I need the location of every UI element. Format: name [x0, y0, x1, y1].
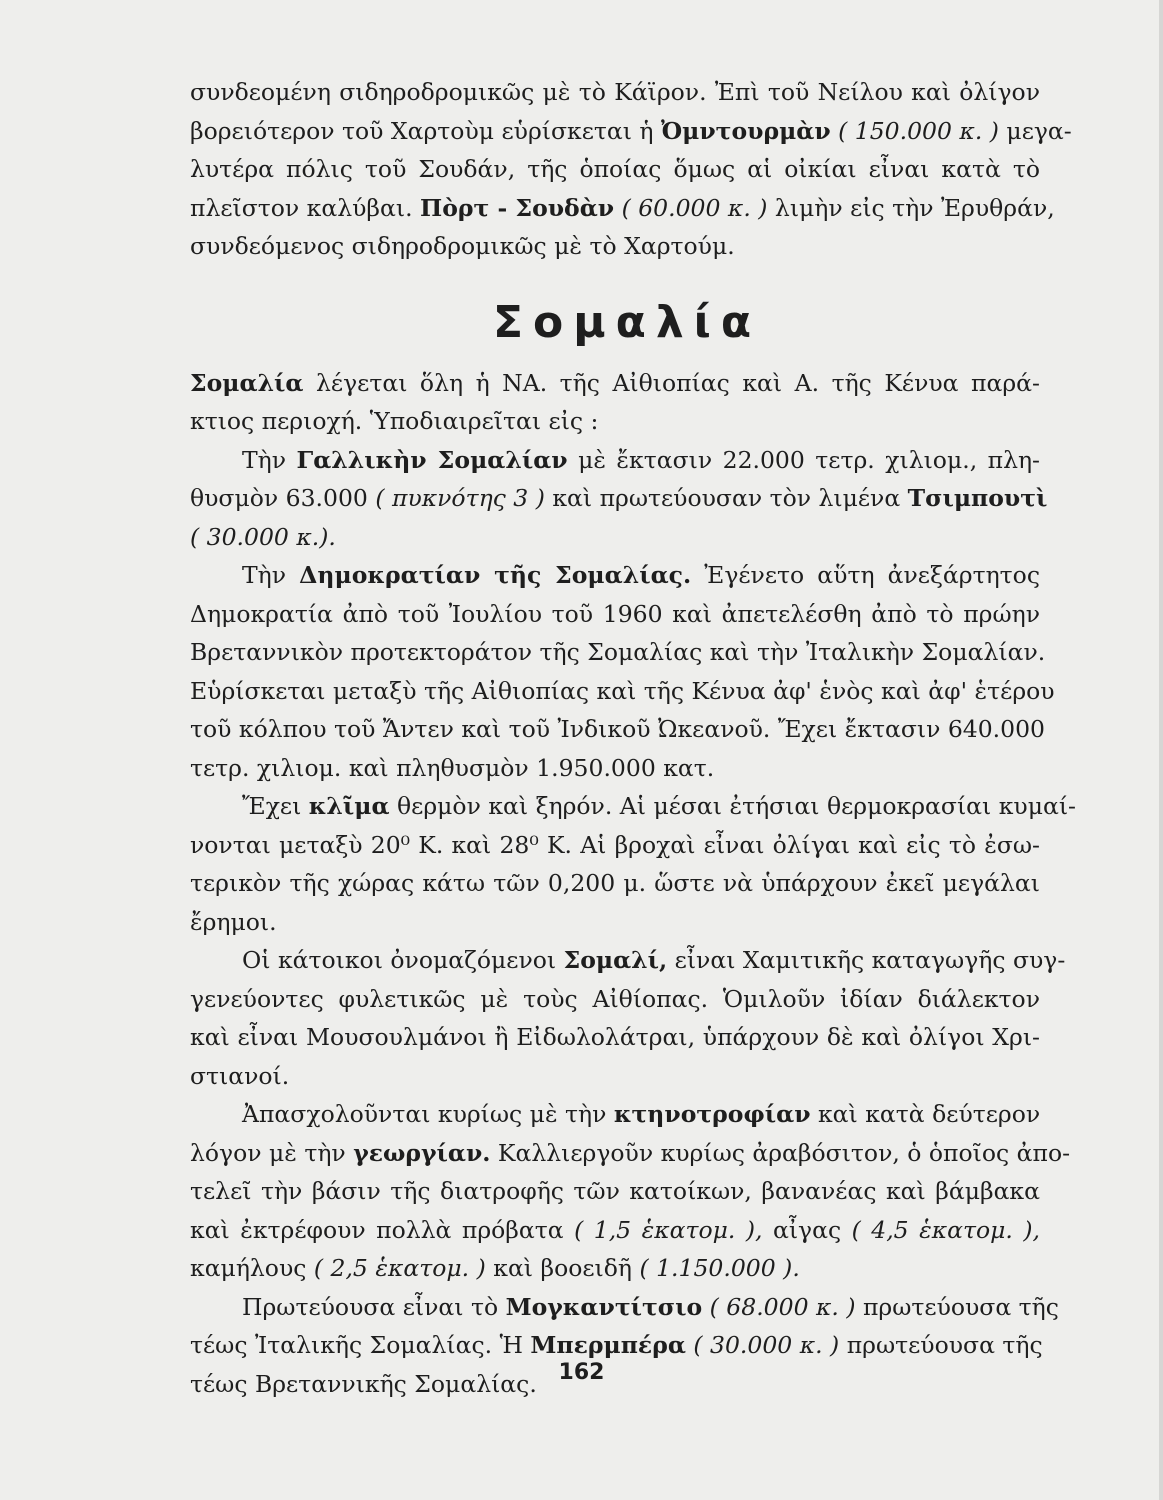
text-line: Δημοκρατία ἀπὸ τοῦ Ἰουλίου τοῦ 1960 καὶ ἀπετελέσθη ἀπὸ τὸ πρώην: [190, 599, 1040, 628]
text-line: Πρωτεύουσα εἶναι τὸ Μογκαντίτσιο ( 68.000 κ. ) πρωτεύουσα τῆς: [242, 1292, 1059, 1321]
text-line: καὶ ἐκτρέφουν πολλὰ πρόβατα ( 1,5 ἑκατομ. ), αἶγας ( 4,5 ἑκατομ. ),: [190, 1215, 1040, 1244]
text-line: τερικὸν τῆς χώρας κάτω τῶν 0,200 μ. ὥστε νὰ ὑπάρχουν ἐκεῖ μεγάλαι: [190, 869, 1040, 897]
text-line: ( 30.000 κ.).: [190, 522, 336, 551]
text-line: γενεύοντες φυλετικῶς μὲ τοὺς Αἰθίοπας. Ὁμιλοῦν ἰδίαν διάλεκτον: [190, 984, 1040, 1013]
text-line: συνδεόμενος σιδηροδρομικῶς μὲ τὸ Χαρτούμ.: [190, 232, 735, 260]
page-edge-shadow: [1159, 0, 1163, 1500]
text-line: καὶ εἶναι Μουσουλμάνοι ἢ Εἰδωλολάτραι, ὑπάρχουν δὲ καὶ ὀλίγοι Χρι-: [190, 1023, 1040, 1051]
text-line: συνδεομένη σιδηροδρομικῶς μὲ τὸ Κάϊρον. Ἐπὶ τοῦ Νείλου καὶ ὀλίγον: [190, 78, 1040, 106]
text-line: λυτέρα πόλις τοῦ Σουδάν, τῆς ὁποίας ὅμως αἱ οἰκίαι εἶναι κατὰ τὸ: [190, 155, 1040, 183]
text-line: στιανοί.: [190, 1061, 290, 1090]
text-line: τελεῖ τὴν βάσιν τῆς διατροφῆς τῶν κατοίκων, βανανέας καὶ βάμβακα: [190, 1177, 1040, 1205]
place-name: Ὀμντουρμὰν: [660, 116, 831, 145]
text-line: καμήλους ( 2,5 ἑκατομ. ) καὶ βοοειδῆ ( 1.150.000 ).: [190, 1254, 800, 1282]
text-line: λόγον μὲ τὴν γεωργίαν. Καλλιεργοῦν κυρίως ἀραβόσιτον, ὁ ὁποῖος ἀπο-: [190, 1138, 1071, 1167]
text-line: ἔρημοι.: [190, 907, 277, 936]
text-line: νονται μεταξὺ 20⁰ Κ. καὶ 28⁰ Κ. Αἱ βροχαὶ εἶναι ὀλίγαι καὶ εἰς τὸ ἐσω-: [190, 830, 1040, 859]
text-line: Τὴν Δημοκρατίαν τῆς Σομαλίας. Ἐγένετο αὕτη ἀνεξάρτητος: [242, 561, 1040, 589]
text-line: πλεῖστον καλύβαι. Πὸρτ - Σουδὰν ( 60.000 κ. ) λιμὴν εἰς τὴν Ἐρυθράν,: [190, 193, 1055, 222]
text-line: τετρ. χιλιομ. καὶ πληθυσμὸν 1.950.000 κατ.: [190, 753, 715, 782]
section-heading: Σομαλία: [492, 296, 762, 348]
text-line: βορειότερον τοῦ Χαρτοὺμ εὑρίσκεται ἡ Ὀμντουρμὰν ( 150.000 κ. ) μεγα-: [190, 116, 1072, 145]
text-line: Τὴν Γαλλικὴν Σομαλίαν μὲ ἔκτασιν 22.000 τετρ. χιλιομ., πλη-: [242, 445, 1040, 474]
text-line: θυσμὸν 63.000 ( πυκνότης 3 ) καὶ πρωτεύουσαν τὸν λιμένα Τσιμπουτὶ: [190, 484, 1048, 512]
text-line: τέως Βρεταννικῆς Σομαλίας.: [190, 1369, 537, 1398]
text-line: τέως Ἰταλικῆς Σομαλίας. Ἡ Μπερμπέρα ( 30.000 κ. ) πρωτεύουσα τῆς: [190, 1331, 1043, 1359]
body-text: [190, 73, 1076, 1403]
text-line: τοῦ κόλπου τοῦ Ἄντεν καὶ τοῦ Ἰνδικοῦ Ὠκεανοῦ. Ἔχει ἔκτασιν 640.000: [190, 715, 1046, 743]
page-number: 162: [558, 1360, 605, 1385]
text-line: Σομαλία λέγεται ὅλη ἡ ΝΑ. τῆς Αἰθιοπίας καὶ Α. τῆς Κένυα παρά-: [190, 368, 1040, 397]
text-line: Ἀπασχολοῦνται κυρίως μὲ τὴν κτηνοτροφίαν καὶ κατὰ δεύτερον: [242, 1100, 1041, 1128]
text-line: Οἱ κάτοικοι ὀνομαζόμενοι Σομαλί, εἶναι Χαμιτικῆς καταγωγῆς συγ-: [242, 946, 1066, 974]
place-name: Πὸρτ - Σουδὰν: [420, 193, 615, 222]
text-line: Ἔχει κλῖμα θερμὸν καὶ ξηρόν. Αἱ μέσαι ἐτήσιαι θερμοκρασίαι κυμαί-: [242, 792, 1076, 820]
text-line: κτιος περιοχή. Ὑποδιαιρεῖται εἰς :: [190, 407, 599, 435]
text-line: Βρεταννικὸν προτεκτοράτον τῆς Σομαλίας καὶ τὴν Ἰταλικὴν Σομαλίαν.: [190, 638, 1046, 666]
text-line: Εὑρίσκεται μεταξὺ τῆς Αἰθιοπίας καὶ τῆς Κένυα ἀφ' ἑνὸς καὶ ἀφ' ἑτέρου: [190, 676, 1055, 705]
